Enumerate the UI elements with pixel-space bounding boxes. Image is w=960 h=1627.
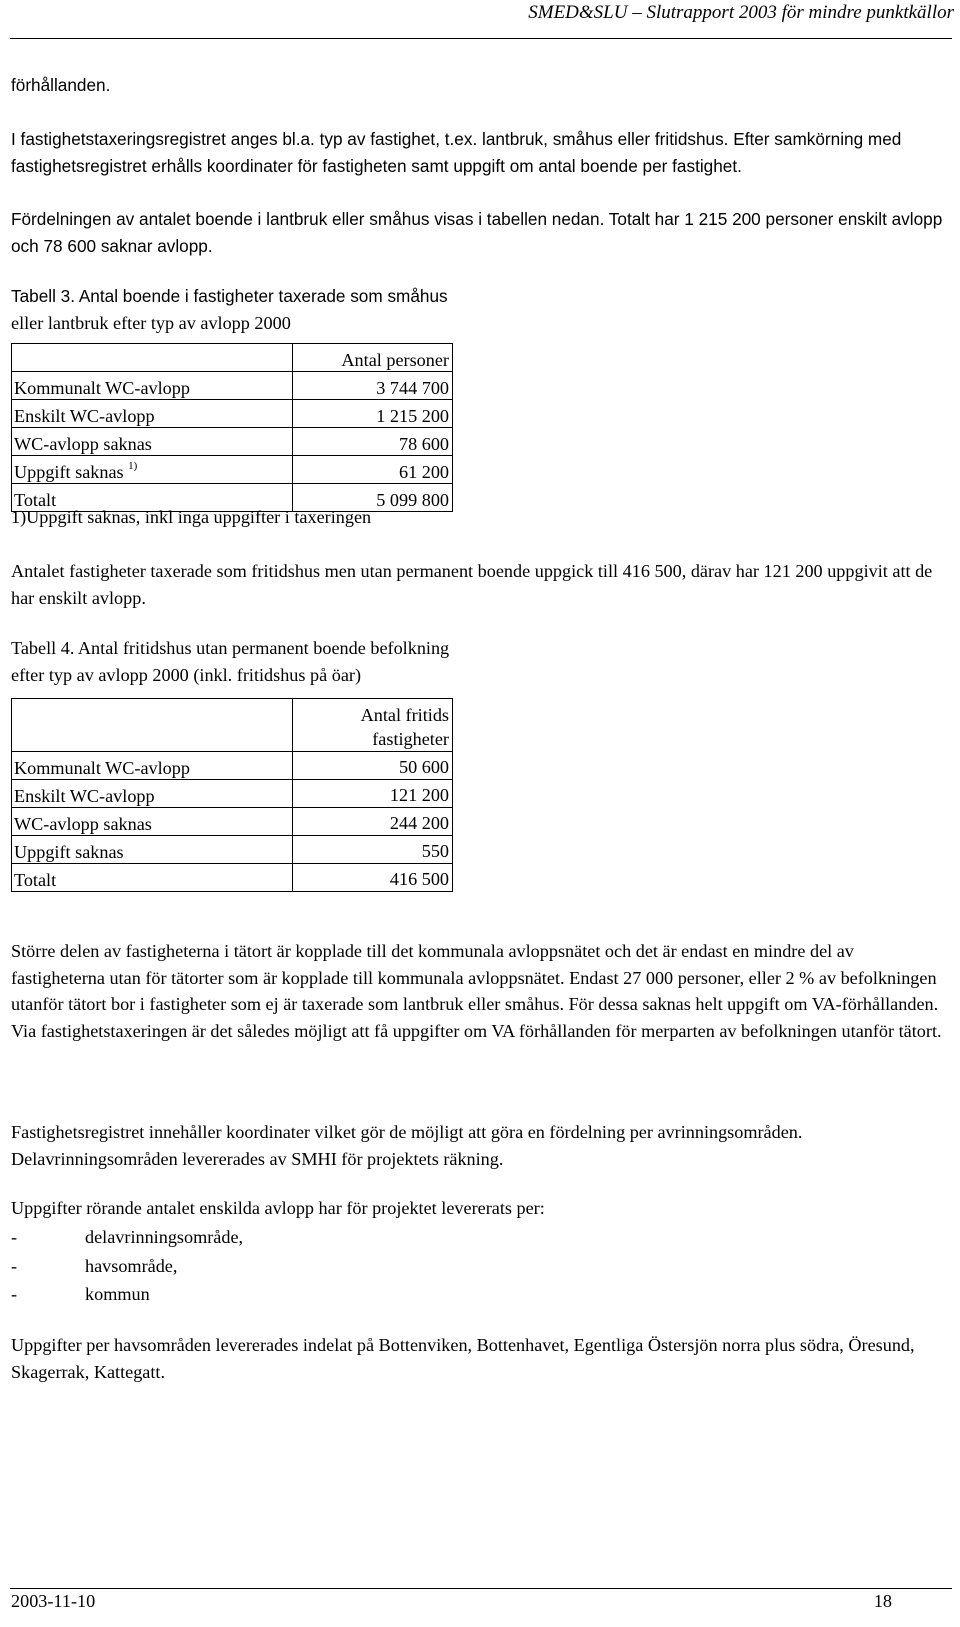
paragraph-sea-areas: Uppgifter per havsområden levererades indelat på Bottenviken, Bottenhavet, Egentliga Östersjön norra plus södra, Öresund, Skagerrak, Kattegatt. xyxy=(11,1335,915,1382)
table-row xyxy=(12,456,453,484)
table3-caption xyxy=(11,283,946,336)
footer-rule xyxy=(10,1588,952,1589)
table3-row-value: 3 744 700 xyxy=(293,372,453,400)
table-row xyxy=(12,836,453,864)
table-row xyxy=(12,808,453,836)
table4-caption-line2: efter typ av avlopp 2000 (inkl. fritidshus på öar) xyxy=(11,664,362,685)
paragraph-continuation: förhållanden. xyxy=(11,75,111,95)
delivery-list xyxy=(11,1223,243,1309)
table3-header-blank xyxy=(12,344,293,372)
table4-caption xyxy=(11,635,946,688)
table3-column-header: Antal personer xyxy=(293,344,453,372)
list-item-text: havsområde, xyxy=(85,1255,178,1276)
paragraph-delivery-intro: Uppgifter rörande antalet enskilda avlopp har för projektet levererats per: xyxy=(11,1198,545,1218)
table3-row-value: 78 600 xyxy=(293,428,453,456)
table4-row-label: Uppgift saknas xyxy=(12,836,293,864)
table3-row-label: Uppgift saknas xyxy=(14,462,124,482)
table-row xyxy=(12,428,453,456)
table4-header-blank xyxy=(12,699,293,752)
list-item-text: delavrinningsområde, xyxy=(85,1227,244,1247)
footer-date: 2003-11-10 xyxy=(11,1591,96,1611)
table-row xyxy=(12,344,453,372)
paragraph-registry: I fastighetstaxeringsregistret anges bl.a. typ av fastighet, t.ex. lantbruk, småhus eller fritidshus. Efter samkörning med fastighetsregistret erhålls koordinater för fastigheten samt uppgift om antal boende per fastighet. xyxy=(11,129,902,176)
table3-caption-line1: Tabell 3. Antal boende i fastigheter taxerade som småhus xyxy=(11,286,448,306)
list-item xyxy=(11,1223,243,1252)
table-row xyxy=(12,372,453,400)
table3 xyxy=(11,343,453,512)
paragraph-distribution: Fördelningen av antalet boende i lantbruk eller småhus visas i tabellen nedan. Totalt har 1 215 200 personer enskilt avlopp och 78 600 saknar avlopp. xyxy=(11,209,943,256)
list-dash: - xyxy=(11,1227,18,1247)
table4-column-header-line2: fastigheter xyxy=(372,729,449,749)
paragraph-urban-connection: Större delen av fastigheterna i tätort är kopplade till det kommunala avloppsnätet och det är endast en mindre del av fastigheterna utan för tätorter som är kopplade till kommunala avloppsnätet. Endast 27 000 personer, eller 2 % av befolkningen utanför tätort bor i fastigheter som ej är taxerade som lantbruk eller småhus. För dessa saknas helt uppgift om VA-förhållanden. Via fastighetstaxeringen är det således möjligt att få uppgifter om VA förhållanden för merparten av befolkningen utanför tätort. xyxy=(11,941,942,1041)
table3-row-value: 1 215 200 xyxy=(293,400,453,428)
table-row xyxy=(12,752,453,780)
list-dash: - xyxy=(11,1255,18,1276)
footnote-marker: 1) xyxy=(128,460,138,472)
table4-column-header xyxy=(293,699,453,752)
paragraph-coordinates: Fastighetsregistret innehåller koordinater vilket gör de möjligt att göra en fördelning per avrinningsområden. Delavrinningsområden levererades av SMHI för projektets räkning. xyxy=(11,1122,803,1169)
table4-row-value: 121 200 xyxy=(293,780,453,808)
list-item xyxy=(11,1252,243,1281)
paragraph-leisure-homes: Antalet fastigheter taxerade som fritidshus men utan permanent boende uppgick till 416 500, därav har 121 200 uppgivit att de har enskilt avlopp. xyxy=(11,561,933,608)
list-item-text: kommun xyxy=(85,1284,150,1304)
page-number: 18 xyxy=(873,1591,892,1611)
table3-footnote: 1)Uppgift saknas, inkl inga uppgifter i taxeringen xyxy=(11,507,372,527)
table4-row-label: WC-avlopp saknas xyxy=(12,808,293,836)
table-row xyxy=(12,699,453,752)
table4 xyxy=(11,698,453,892)
table3-row-label-with-note xyxy=(12,456,293,484)
table3-row-label: Kommunalt WC-avlopp xyxy=(12,372,293,400)
table3-row-label: Enskilt WC-avlopp xyxy=(12,400,293,428)
table4-row-label: Enskilt WC-avlopp xyxy=(12,780,293,808)
table4-row-value: 50 600 xyxy=(293,752,453,780)
table3-caption-line2: eller lantbruk efter typ av avlopp 2000 xyxy=(11,312,291,333)
table4-row-label: Totalt xyxy=(12,864,293,892)
table3-row-value: 5 099 800 xyxy=(293,484,453,512)
list-dash: - xyxy=(11,1284,18,1304)
table3-row-value: 61 200 xyxy=(293,456,453,484)
header-rule xyxy=(10,38,952,39)
table3-row-label: WC-avlopp saknas xyxy=(12,428,293,456)
list-item xyxy=(11,1280,243,1309)
table3-row-label: Totalt xyxy=(12,484,293,512)
table4-row-label: Kommunalt WC-avlopp xyxy=(12,752,293,780)
table4-column-header-line1: Antal fritids xyxy=(360,705,449,725)
table4-row-value: 550 xyxy=(293,836,453,864)
table4-row-value: 244 200 xyxy=(293,808,453,836)
table-row xyxy=(12,780,453,808)
table-row xyxy=(12,400,453,428)
table4-caption-line1: Tabell 4. Antal fritidshus utan permanent boende befolkning xyxy=(11,638,450,658)
table4-row-value: 416 500 xyxy=(293,864,453,892)
running-header: SMED&SLU – Slutrapport 2003 för mindre punktkällor xyxy=(528,2,954,23)
table-row xyxy=(12,864,453,892)
